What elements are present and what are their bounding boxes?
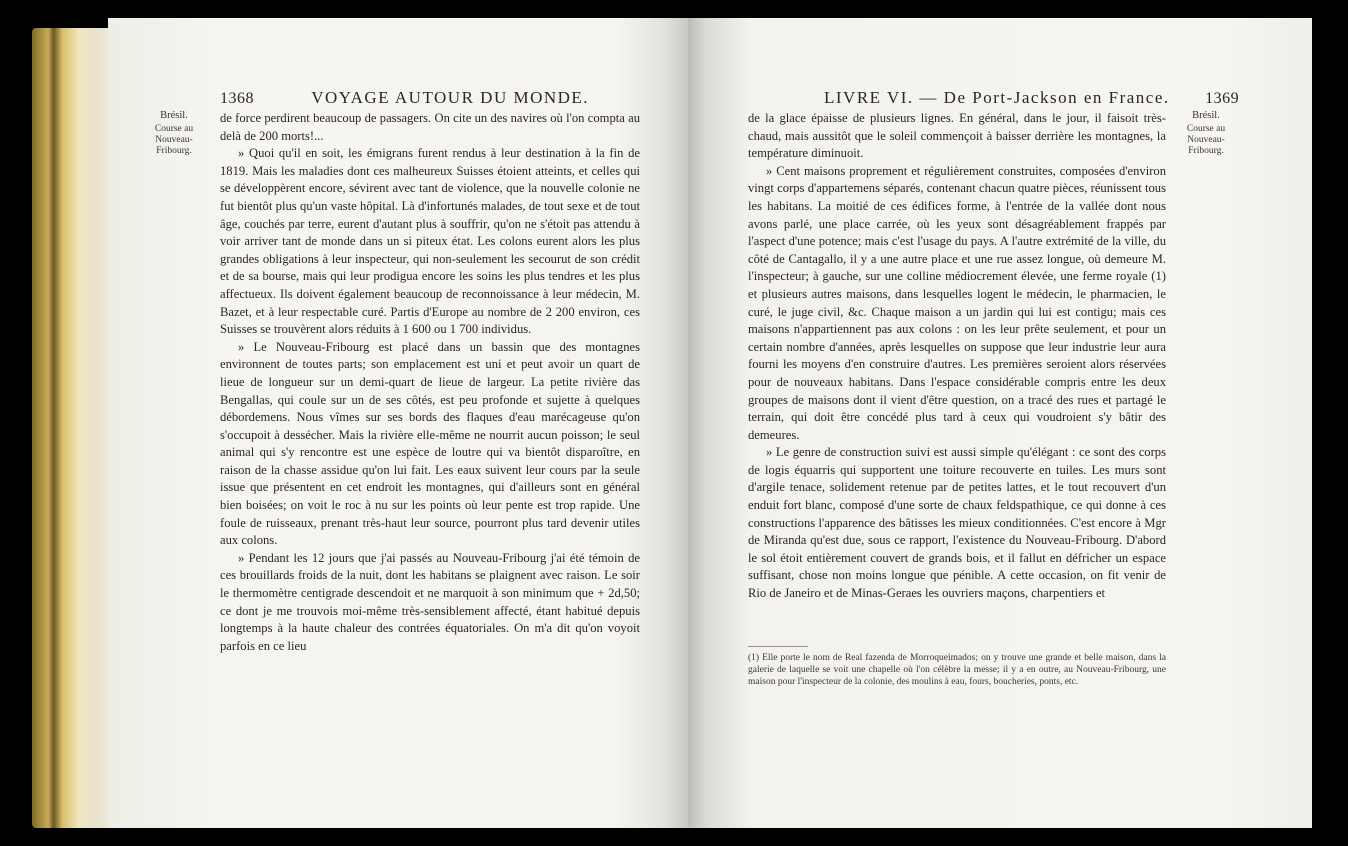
right-margin-note <box>1176 110 1236 157</box>
left-paragraph: » Pendant les 12 jours que j'ai passés au Nouveau-Fribourg j'ai été témoin de ces brouillards froids de la nuit, dont les habitans se plaignent avec raison. Le soir le thermomètre centigrade descendoit et ne marquoit à son minimum que + 2d,50; ce dont je me trouvois moi-même très-sensiblement affecté, étant habitué depuis longtemps à la haute chaleur des contrées équatoriales. On m'a dit qu'on voyoit parfois en ce lieu <box>220 550 640 653</box>
right-paragraph: » Cent maisons proprement et régulièrement construites, composées d'environ vingt corps d'appartemens séparés, contenant chacun quatre pièces, réunissent tous les habitans. La moitié de ces édifices forme, à l'entrée de la vallée dont nous avons parlé, une place carrée, où les yeux sont désagréablement frappés par l'aspect d'une potence; mais c'est l'usage du pays. A l'autre extrémité de la ville, du côté de Cantagallo, il y a une autre place et une rue assez longue, où demeure M. l'inspecteur; à gauche, sur une colline médiocrement élevée, une ferme royale (1) et plusieurs autres maisons, dans lesquelles logent le médecin, le pharmacien, le curé, le juge civil, &c. Chaque maison a un jardin qui lui est contigu; mais ces maisons n'appartiennent pas aux colons : on les leur prête seulement, et pour un certain nombre d'années, après lesquelles on suppose que leur industrie leur aura fourni les moyens d'en construire d'autres. Les premières seroient alors réservées pour de nouveaux habitans. Dans l'espace considérable compris entre les deux groupes de maisons dont il vient d'être question, on a tracé des rues et partagé le terrain, qui doit être concédé plus tard à ceux qui voudroient s'y bâtir des demeures. <box>748 163 1166 442</box>
left-page <box>108 18 688 828</box>
left-running-head <box>220 88 589 108</box>
left-margin-text: Course au Nouveau-Fribourg. <box>154 124 194 156</box>
right-paragraph: de la glace épaisse de plusieurs lignes. En général, dans le jour, il faisoit très-chaud, mais aussitôt que le soleil commençoit à baisser derrière les montagnes, la température diminuoit. <box>748 111 1166 161</box>
right-body-text <box>748 110 1166 603</box>
left-margin-note <box>144 110 204 157</box>
right-page <box>688 18 1312 828</box>
left-folio: 1368 <box>220 90 254 107</box>
left-paragraph: de force perdirent beaucoup de passagers. On cite un des navires où l'on compta au delà de 200 morts!... <box>220 111 640 143</box>
footnote-rule <box>748 646 808 647</box>
left-margin-heading: Brésil. <box>160 110 188 121</box>
open-book <box>10 4 1338 840</box>
right-margin-text: Course au Nouveau-Fribourg. <box>1186 124 1226 156</box>
left-body-text <box>220 110 640 655</box>
right-margin-heading: Brésil. <box>1192 110 1220 121</box>
left-running-title: VOYAGE AUTOUR DU MONDE. <box>311 88 590 107</box>
right-running-head <box>824 88 1239 108</box>
right-folio: 1369 <box>1205 90 1240 107</box>
left-paragraph: » Quoi qu'il en soit, les émigrans furent rendus à leur destination à la fin de 1819. Mais les maladies dont ces malheureux Suisses étoient atteints, et celles qui se développèrent encore, sévirent avec tant de violence, que la nouvelle colonie ne fut bientôt plus qu'un vaste hôpital. Là d'infortunés malades, de tout sexe et de tout âge, couchés par terre, eurent d'autant plus à souffrir, qu'on ne s'étoit pas attendu à voir arriver tant de monde dans un si piteux état. Les colons eurent alors les plus grandes obligations à leur inspecteur, qui non-seulement les secourut de son crédit et de sa bourse, mais qui leur prodigua encore les soins les plus tendres et les plus affectueux. Ils doivent également beaucoup de reconnoissance à leur médecin, M. Bazet, et à leur respectable curé. Partis d'Europe au nombre de 2 200 environ, ces Suisses se trouvèrent alors réduits à 1 600 ou 1 700 individus. <box>220 146 640 337</box>
left-paragraph: » Le Nouveau-Fribourg est placé dans un bassin que des montagnes environnent de toutes parts; son emplacement est uni et peut avoir un quart de lieue de longueur sur un demi-quart de lieue de largeur. La petite rivière das Bengallas, qui coule sur un de ses côtés, est peu profonde et sujette à quelques débordemens. Nous vîmes sur ses bords des flaques d'eau marécageuse qu'on s'occupoit à dessécher. Mais la rivière elle-même ne nourrit aucun poisson; le seul animal qui s'y rencontre est une espèce de loutre qui va bientôt disparoître, en raison de la chasse assidue qu'on lui fait. Les eaux suivent leur cours par la seule issue que présentent en cet endroit les montagnes, qui d'ailleurs sont en général bien boisées; on voit le roc à nu sur les points où leur pente est trop rapide. Une foule de ruisseaux, prenant très-haut leur source, pourront plus tard devenir utiles aux colons. <box>220 339 640 548</box>
right-running-title: LIVRE VI. — De Port-Jackson en France. <box>824 88 1170 107</box>
footnote: (1) Elle porte le nom de Real fazenda de Morroqueimados; on y trouve une grande et belle maison, dans la galerie de laquelle se voit une chapelle où l'on célèbre la messe; il y a en outre, au Nouveau-Fribourg, une maison pour l'inspecteur de la colonie, des moulins à eau, fours, boucheries, ponts, etc. <box>748 653 1166 687</box>
right-paragraph: » Le genre de construction suivi est aussi simple qu'élégant : ce sont des corps de logis équarris qui supportent une toiture recouverte en tuiles. Les murs sont d'argile tenace, solidement retenue par de petites lattes, et le tout recouvert d'un enduit fort blanc, composé d'une sorte de chaux feldspathique, ce qui donne à ces constructions l'apparence des bâtisses les mieux conditionnées. C'est encore à Mgr de Miranda qu'est due, sous ce rapport, l'existence du Nouveau-Fribourg. D'abord le sol étoit entièrement couvert de grands bois, et il fallut en défricher un espace suffisant, chose non moins longue que pénible. A cette occasion, on fit venir de Rio de Janeiro et de Minas-Geraes les ouvriers maçons, charpentiers et <box>748 445 1166 601</box>
